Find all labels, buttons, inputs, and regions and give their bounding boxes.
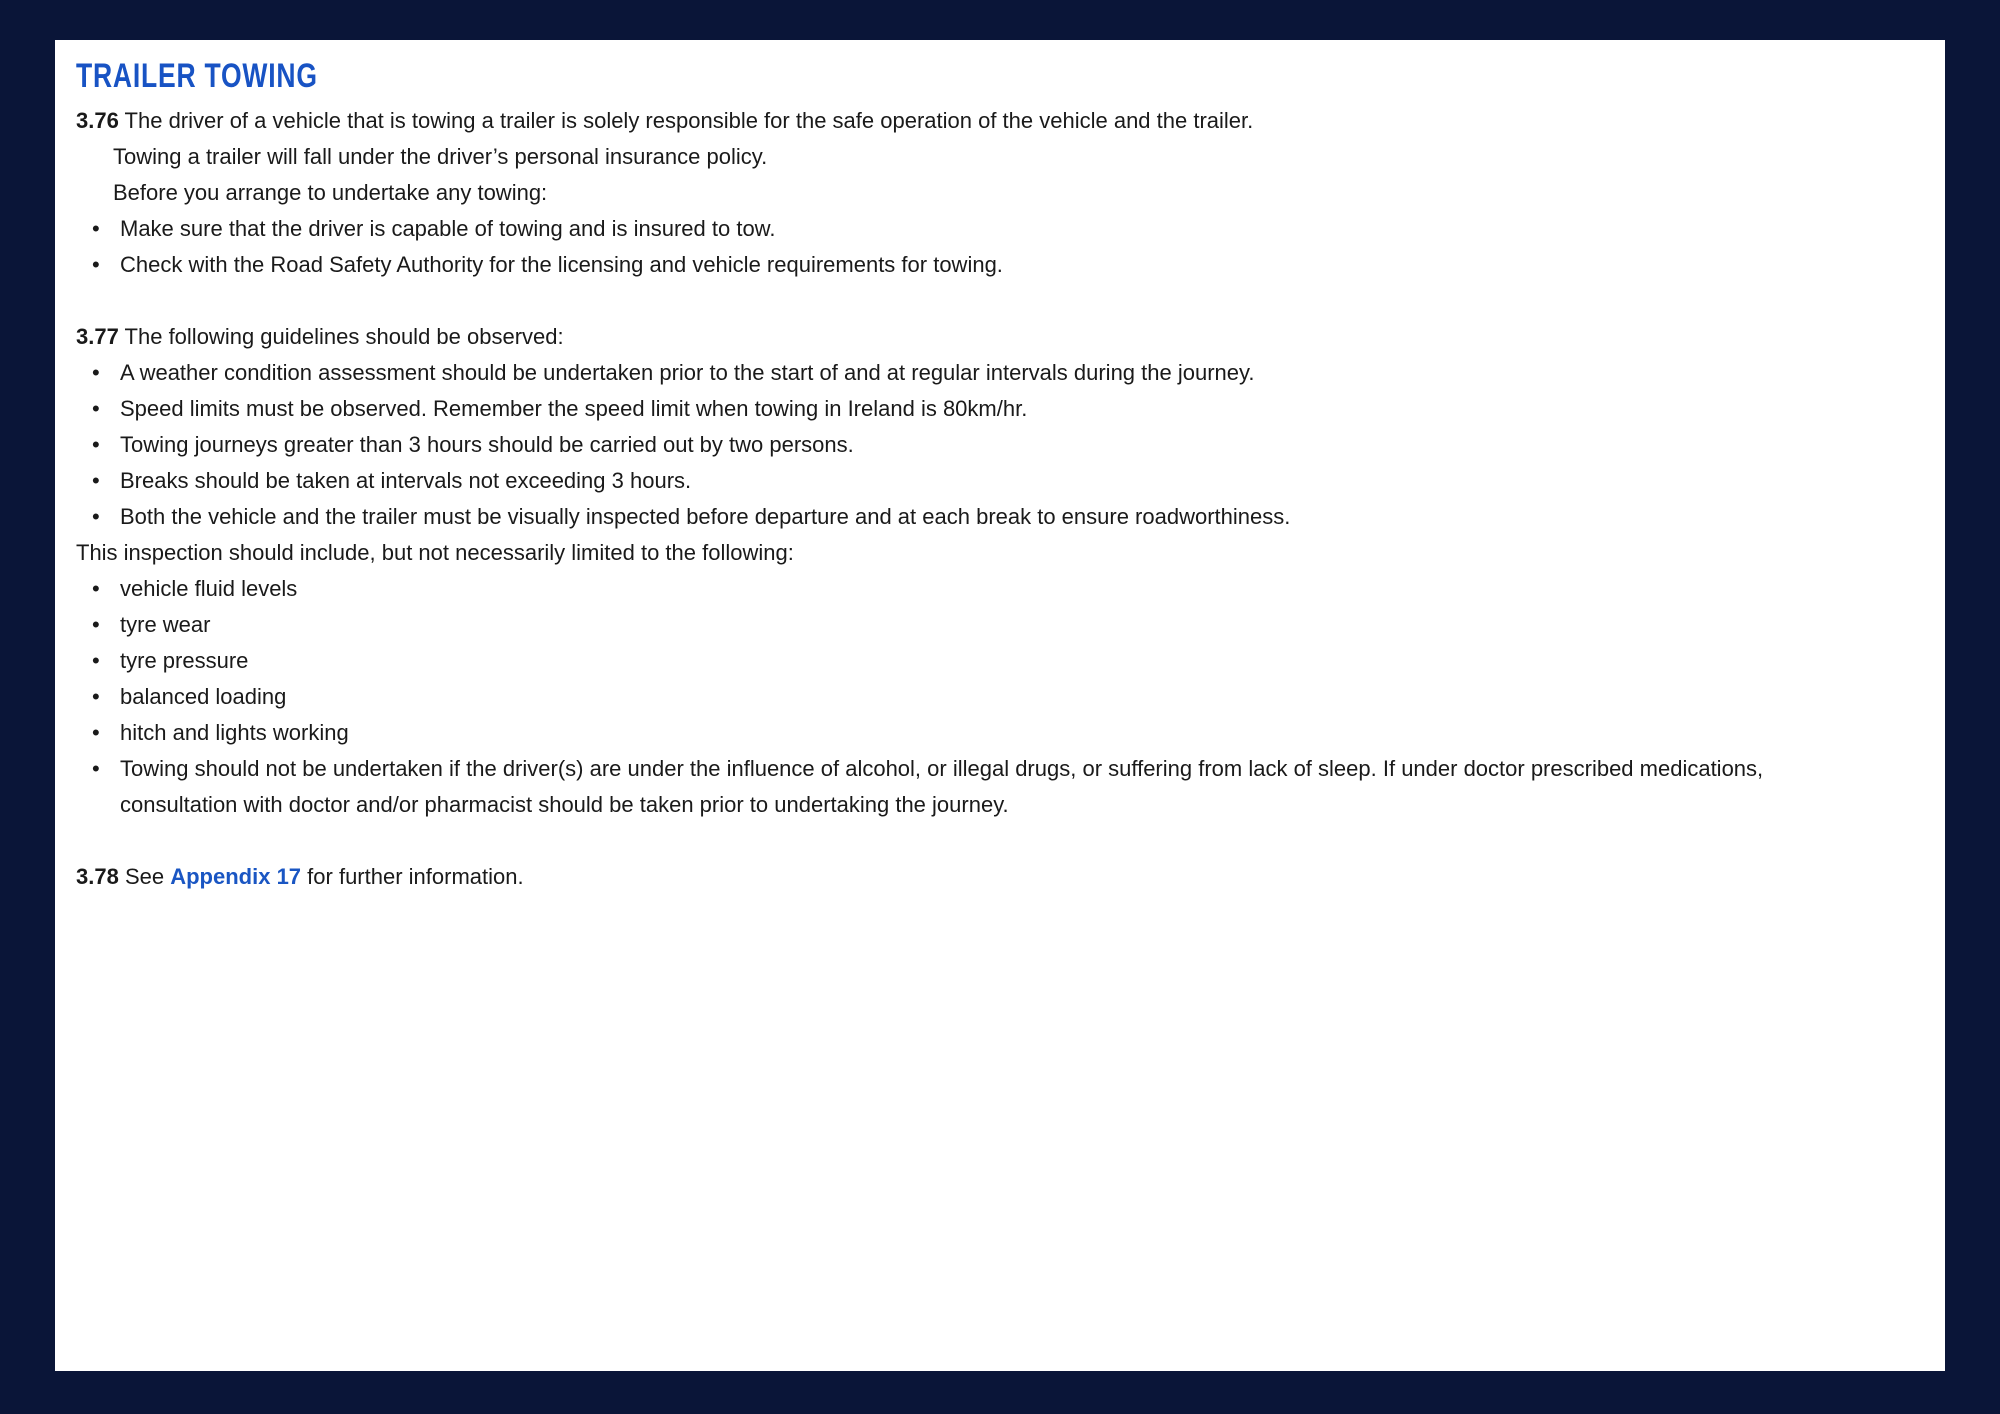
paragraph-text: for further information. <box>307 864 524 889</box>
bullet-item: • Both the vehicle and the trailer must be visually inspected before departure and at each break to ensure roadworthiness. <box>76 499 1796 535</box>
bullet-item: • A weather condition assessment should be undertaken prior to the start of and at regular intervals during the journey. <box>76 355 1796 391</box>
bullet-list-3-76 <box>76 211 1875 283</box>
bullet-item: • tyre wear <box>76 607 1796 643</box>
sub-line-before-towing: Before you arrange to undertake any towing: <box>113 180 548 205</box>
paragraph-text: The following guidelines should be observed: <box>124 324 564 349</box>
page-title <box>76 55 1875 97</box>
section-number: 3.77 <box>76 324 119 349</box>
paragraph-3-76 <box>76 103 1875 139</box>
paragraph-3-77 <box>76 319 1875 355</box>
page-title-text: TRAILER TOWING <box>76 57 318 95</box>
bullet-item: • Check with the Road Safety Authority for the licensing and vehicle requirements for towing. <box>76 247 1796 283</box>
inspection-bullet-list <box>76 571 1875 823</box>
paragraph-text: The driver of a vehicle that is towing a trailer is solely responsible for the safe operation of the vehicle and the trailer. <box>124 108 1254 133</box>
bullet-item: • Towing should not be undertaken if the driver(s) are under the influence of alcohol, or illegal drugs, or suffering from lack of sleep. If under doctor prescribed medications, consultation with doctor and/or pharmacist should be taken prior to undertaking the journey. <box>76 751 1796 823</box>
paragraph-3-78 <box>76 859 1875 895</box>
section-number: 3.76 <box>76 108 119 133</box>
bullet-item: • hitch and lights working <box>76 715 1796 751</box>
bullet-item: • balanced loading <box>76 679 1796 715</box>
bullet-item: • Breaks should be taken at intervals not exceeding 3 hours. <box>76 463 1796 499</box>
blank-line <box>76 823 1875 859</box>
bullet-item: • Make sure that the driver is capable of towing and is insured to tow. <box>76 211 1796 247</box>
section-number: 3.78 <box>76 864 119 889</box>
appendix-17-link[interactable]: Appendix 17 <box>170 864 302 889</box>
bullet-item: • tyre pressure <box>76 643 1796 679</box>
bullet-item: • Towing journeys greater than 3 hours should be carried out by two persons. <box>76 427 1796 463</box>
bullet-list-3-77 <box>76 355 1875 535</box>
paragraph-text: See <box>124 864 165 889</box>
bullet-item: • vehicle fluid levels <box>76 571 1796 607</box>
blank-line <box>76 283 1875 319</box>
bullet-item: • Speed limits must be observed. Remember the speed limit when towing in Ireland is 80km/hr. <box>76 391 1796 427</box>
document-page <box>55 40 1945 1371</box>
sub-line-insurance: Towing a trailer will fall under the driver’s personal insurance policy. <box>113 144 768 169</box>
inspection-intro: This inspection should include, but not necessarily limited to the following: <box>76 540 794 565</box>
